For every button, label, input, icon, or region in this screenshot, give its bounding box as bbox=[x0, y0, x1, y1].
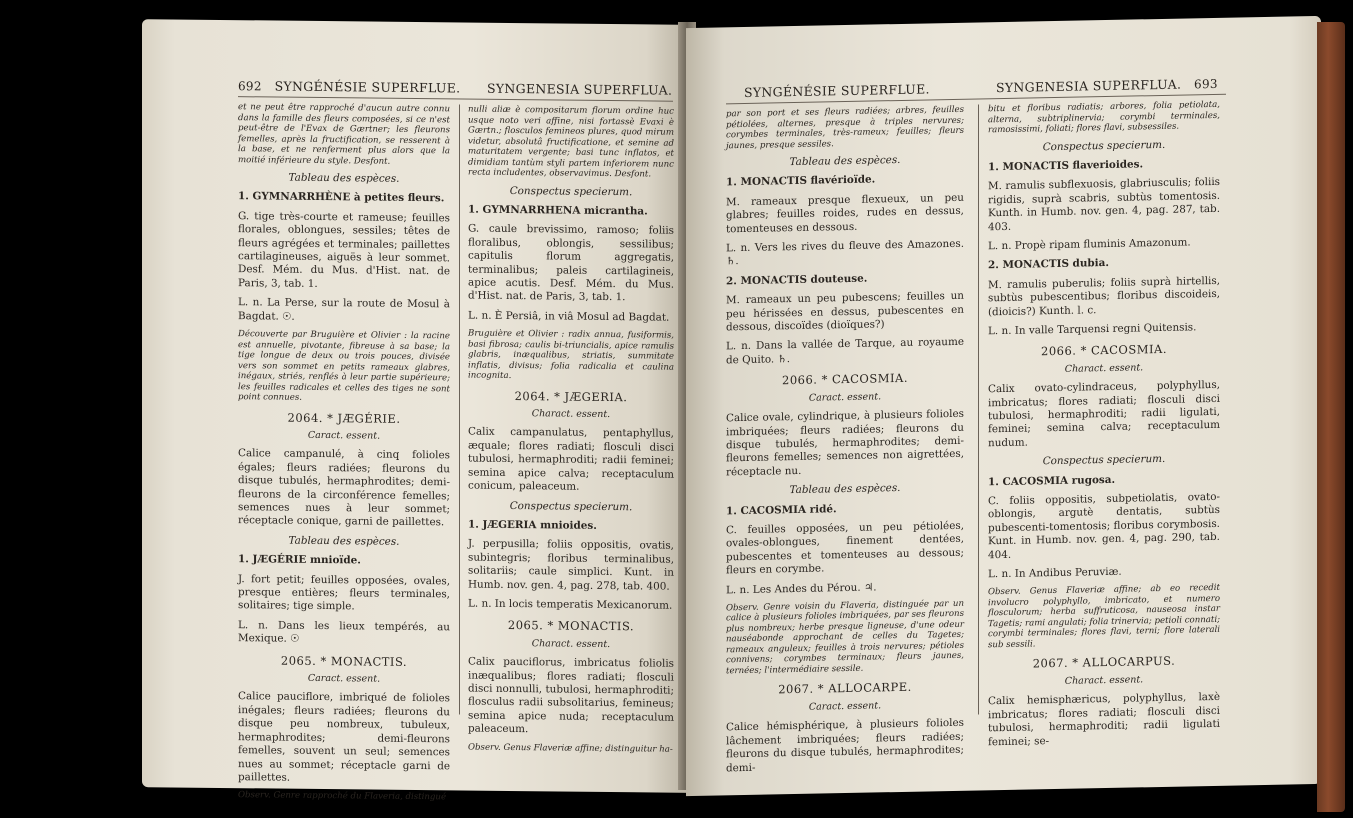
paragraph: L. n. Vers les rives du fleuve des Amazones. ♄. bbox=[726, 237, 964, 268]
paragraph: Observ. Genre rapproché du Flaveria, distingué bbox=[238, 790, 447, 803]
paragraph: G. caule brevissimo, ramoso; foliis floralibus, oblongis, sessilibus; capitulis florum aggregatis, terminalibus; paleis cartilagineis, apice acutis. Desf. Mém. du Mus. d'Hist. nat. de Paris, 3, tab. 1. bbox=[468, 222, 674, 304]
header-latin: SYNGENESIA SUPERFLUA. bbox=[487, 80, 673, 98]
species-name: 2. MONACTIS douteuse. bbox=[726, 272, 868, 288]
paragraph: Calix hemisphæricus, polyphyllus, laxè imbricatus; flores radiati; flosculi disci tubulosi, hermaphroditi; radii ligulati feminei; se- bbox=[988, 691, 1220, 748]
paragraph: L. n. Propè ripam fluminis Amazonum. bbox=[988, 236, 1191, 253]
left-col-latin bbox=[468, 105, 674, 761]
paragraph: L. n. Dans la vallée de Tarque, au royaume de Quito. ♄. bbox=[726, 336, 964, 367]
paragraph: bitu et floribus radiatis; arbores, folia petiolata, alterna, subtriplinervia; corymbi terminales, ramosissimi, foliati; flores flavi, subsessiles. bbox=[988, 99, 1220, 136]
paragraph: L. n. Dans les lieux tempérés, au Mexique. ☉ bbox=[238, 618, 450, 646]
paragraph: Calix campanulatus, pentaphyllus, æquale; flores radiati; flosculi disci tubulosi, hermaphroditi; radii feminei; semina apice calva; receptaculum conicum, paleaceum. bbox=[468, 426, 674, 493]
species-name: 1. CACOSMIA ridé. bbox=[726, 502, 837, 517]
page-number: 692 bbox=[238, 79, 262, 94]
species-name: 1. JÆGERIA mnioides. bbox=[468, 518, 597, 532]
paragraph: par son port et ses fleurs radiées; arbres, feuilles pétiolées, alternes, presque à triples nervures; corymbes terminales, très-rameux; feuilles; fleurs jaunes, presque sessiles. bbox=[726, 104, 964, 151]
section-title: Tableau des espèces. bbox=[288, 534, 400, 548]
paragraph: C. feuilles opposées, un peu pétiolées, ovales-oblongues, finement dentées, pubescentes et tomenteuses au dessous; fleurs en corymbe. bbox=[726, 519, 964, 577]
paragraph: Bruguière et Olivier : radix annua, fusiformis, basi fibrosa; caulis bi-triuncialis, apice ramulis glabris, inæqualibus, striatis, summitate inflatis, divisus; folia radicalia et caulina incognita. bbox=[468, 328, 674, 382]
paragraph: Observ. Genus Flaveriæ affine; distinguitur ha- bbox=[468, 742, 673, 755]
open-book bbox=[130, 22, 1345, 803]
header-french: SYNGÉNÉSIE SUPERFLUE. bbox=[744, 81, 930, 100]
paragraph: et ne peut être rapproché d'aucun autre connu dans la famille des fleurs composées, si ce n'est peut-être de l'Evax de Gærtner; les fleurons femelles, après la fructification, se resserent à la base, et ne renferment plus alors que la moitié inférieure du style. Desfont. bbox=[238, 102, 450, 167]
genus-heading: 2064. * JÆGERIA. bbox=[514, 388, 628, 404]
section-title: Charact. essent. bbox=[531, 637, 611, 650]
section-title: Charact. essent. bbox=[531, 408, 611, 421]
paragraph: M. rameaux presque flexueux, un peu glabres; feuilles roides, rudes en dessus, tomenteuses en dessous. bbox=[726, 191, 964, 235]
section-title: Charact. essent. bbox=[1064, 674, 1144, 687]
header-latin: SYNGENESIA SUPERFLUA. bbox=[996, 76, 1182, 96]
species-name: 1. GYMNARRHENA micrantha. bbox=[468, 203, 648, 218]
paragraph: L. n. Les Andes du Pérou. ♃. bbox=[726, 580, 877, 596]
paragraph: Calice pauciflore, imbriqué de folioles inégales; fleurs radiées; fleurons du disque peu nombreux, tubuleux, hermaphrodites; demi-fleurons femelles, souvent un seul; semences nues au sommet; réceptacle garni de paillettes. bbox=[238, 690, 450, 784]
paragraph: Découverte par Bruguière et Olivier : la racine est annuelle, pivotante, fibreuse à sa base; la tige longue de deux ou trois pouces, divisée vers son sommet en petits rameaux glabres, inégaux, striés, renflés à leur partie supérieure; les feuilles radicales et celles des tiges ne sont point connues. bbox=[238, 329, 450, 403]
paragraph: Calice hémisphérique, à plusieurs folioles lâchement imbriquées; fleurs radiées; fleurons du disque tubulés, hermaphrodites; demi- bbox=[726, 717, 964, 774]
species-name: 1. JÆGÉRIE mnioïde. bbox=[238, 553, 361, 567]
genus-heading: 2065. * MONACTIS. bbox=[280, 653, 408, 669]
paragraph: Calice campanulé, à cinq folioles égales; fleurs radiées; fleurons du disque tubulés, hermaphrodites; demi-fleurons de la circonférence femelles; semences nues à leur sommet; réceptacle conique, garni de paillettes. bbox=[238, 447, 450, 529]
section-title: Caract. essent. bbox=[808, 700, 882, 713]
section-title: Conspectus specierum. bbox=[509, 184, 633, 198]
paragraph: Calice ovale, cylindrique, à plusieurs folioles imbriquées; fleurs radiées; fleurons du disque tubulés, hermaphrodites; demi-fleurons femelles; semences non aigrettées, réceptacle nu. bbox=[726, 407, 964, 479]
paragraph: nulli aliæ è compositarum florum ordine huc usque noto veri affine, nisi fortassè Evaxi è Gærtn.; flosculos femineos plures, quod mirum videtur, absolutâ fructificatione, et semine ad maturitatem vergente; basi tunc inflatos, et dimidiam tantùm styli partem inferiorem nunc recta includentes, observavimus. Desfont. bbox=[468, 104, 674, 180]
section-title: Conspectus specierum. bbox=[1042, 138, 1166, 153]
genus-heading: 2065. * MONACTIS. bbox=[507, 618, 635, 634]
column-rule bbox=[978, 104, 979, 714]
header-french: SYNGÉNÉSIE SUPERFLUE. bbox=[274, 78, 461, 96]
paragraph: G. tige très-courte et rameuse; feuilles florales, oblongues, sessiles; têtes de fleurs agrégées et terminales; paillettes cartilagineuses, aiguës à leur sommet. Desf. Mém. du Mus. d'Hist. nat. de Paris, 3, tab. 1. bbox=[238, 209, 450, 290]
paragraph: L. n. In Andibus Peruviæ. bbox=[988, 565, 1122, 581]
paragraph: L. n. In valle Tarquensi regni Quitensis. bbox=[988, 321, 1197, 338]
section-title: Tableau des espèces. bbox=[288, 171, 400, 185]
left-col-french bbox=[238, 102, 450, 809]
species-name: 1. MONACTIS flavérioïde. bbox=[726, 173, 876, 189]
species-name: 1. MONACTIS flaverioides. bbox=[988, 158, 1144, 174]
right-col-french bbox=[726, 105, 964, 781]
section-title: Conspectus specierum. bbox=[1042, 453, 1166, 468]
right-page bbox=[686, 16, 1321, 796]
left-page bbox=[142, 19, 690, 803]
right-col-latin bbox=[988, 100, 1220, 755]
genus-heading: 2066. * CACOSMIA. bbox=[782, 371, 908, 388]
right-header bbox=[996, 76, 1218, 95]
book-cover-edge bbox=[1317, 22, 1345, 812]
paragraph: M. ramulis subflexuosis, glabriusculis; foliis rigidis, suprà scabris, subtùs tomentosis. Kunth. in Humb. nov. gen. 4, pag. 287, tab. 403. bbox=[988, 176, 1220, 233]
genus-heading: 2064. * JÆGÉRIE. bbox=[287, 410, 401, 426]
section-title: Tableau des espèces. bbox=[789, 482, 901, 497]
genus-heading: 2066. * CACOSMIA. bbox=[1041, 342, 1167, 359]
species-name: 1. GYMNARRHÈNE à petites fleurs. bbox=[238, 190, 445, 205]
paragraph: J. perpusilla; foliis oppositis, ovatis, subintegris; floribus terminalibus, solitariis; caule simplici. Kunt. in Humb. nov. gen. 4, pag. 278, tab. 400. bbox=[468, 537, 674, 593]
paragraph: Calix ovato-cylindraceus, polyphyllus, imbricatus; flores radiati; flosculi disci tubulosi, hermaphroditi; radii ligulati, feminei; semina calva; receptaculum nudum. bbox=[988, 379, 1220, 450]
genus-heading: 2067. * ALLOCARPE. bbox=[778, 680, 912, 697]
paragraph: L. n. È Persiâ, in viâ Mosul ad Bagdat. bbox=[468, 309, 670, 324]
left-header bbox=[238, 78, 460, 95]
paragraph: J. fort petit; feuilles opposées, ovales, presque entières; fleurs terminales, solitaires; tige simple. bbox=[238, 572, 450, 613]
section-title: Caract. essent. bbox=[808, 391, 882, 404]
paragraph: C. foliis oppositis, subpetiolatis, ovato-oblongis, argutè dentatis, subtùs pubescenti-tomentosis; floribus corymbosis. Kunt. in Humb. nov. gen. 4, pag. 290, tab. 404. bbox=[988, 490, 1220, 561]
section-title: Caract. essent. bbox=[307, 672, 381, 685]
section-title: Caract. essent. bbox=[307, 429, 381, 442]
column-rule bbox=[459, 104, 460, 714]
paragraph: Calix pauciflorus, imbricatus foliolis inæqualibus; flores radiati; flosculi disci nonnulli, tubulosi, hermaphroditi; flosculus radii subsolitarius, femineus; semina apice nuda; receptaculum paleaceum. bbox=[468, 655, 674, 736]
paragraph: Observ. Genus Flaveriæ affine; ab eo recedit involucro polyphyllo, imbricato, et numero flosculorum; herba suffruticosa, nauseosa instar Tagetis; rami angulati; folia trinervia; petioli connati; corymbi terminales; flores flavi, terni; flore laterali sub sessili. bbox=[988, 583, 1220, 651]
paragraph: L. n. In locis temperatis Mexicanorum. bbox=[468, 597, 673, 612]
section-title: Tableau des espèces. bbox=[789, 153, 901, 169]
section-title: Conspectus specierum. bbox=[509, 499, 633, 513]
genus-heading: 2067. * ALLOCARPUS. bbox=[1032, 654, 1176, 671]
paragraph: M. ramulis puberulis; foliis suprà hirtellis, subtùs pubescentibus; floribus discoideis, (dioicis?) Kunth. l. c. bbox=[988, 274, 1220, 318]
paragraph: L. n. La Perse, sur la route de Mosul à Bagdat. ☉. bbox=[238, 296, 450, 323]
species-name: 2. MONACTIS dubia. bbox=[988, 257, 1109, 272]
section-title: Charact. essent. bbox=[1064, 362, 1144, 375]
page-number: 693 bbox=[1194, 76, 1218, 92]
paragraph: M. rameaux un peu pubescens; feuilles un peu hérissées en dessus, pubescentes en dessous, discoïdes (dioïques?) bbox=[726, 290, 964, 334]
species-name: 1. CACOSMIA rugosa. bbox=[988, 473, 1116, 488]
paragraph: Observ. Genre voisin du Flaveria, distinguée par un calice à plusieurs folioles imbriquées, par ses fleurons plus nombreux; herbe presque ligneuse, d'une odeur nauséabonde approchant de celles du Tagetes; rameaux anguleux; feuilles à trois nervures; pétioles connivens; corymbes terminaux; fleurs jaunes, ternées; l'intermédiaire sessile. bbox=[726, 598, 964, 677]
